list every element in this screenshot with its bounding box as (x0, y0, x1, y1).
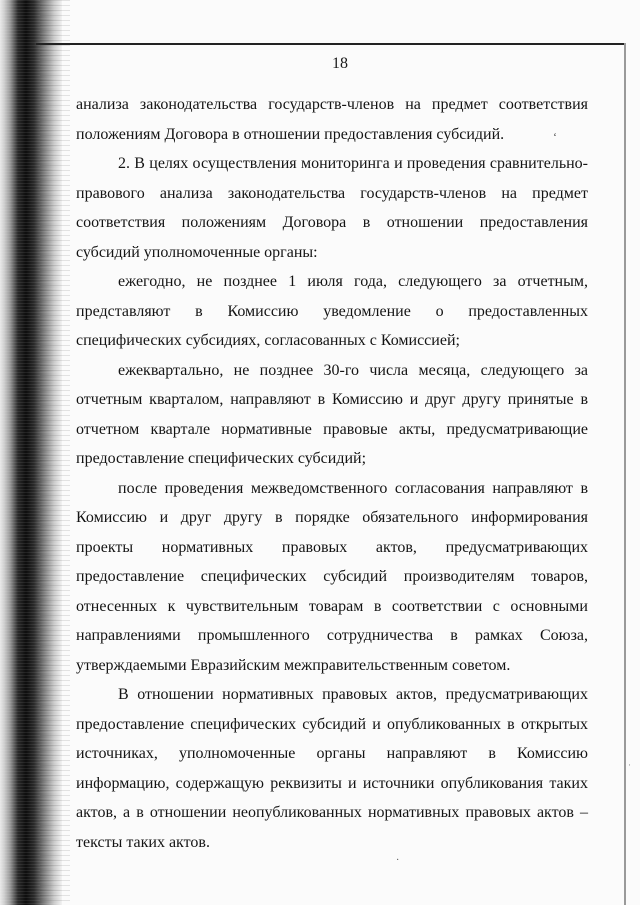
scan-speck: · (628, 760, 631, 770)
scan-speck: ‘ (553, 130, 557, 144)
right-border-line (624, 43, 626, 905)
scan-speck: · (396, 855, 400, 866)
paragraph-published-acts: В отношении нормативных правовых актов, предусматривающих предоставление специфических субсидий и опубликованных в открытых источниках, уполномоченные органы направляют в Комиссию информацию, содержащую реквизиты и источники опубликования таких актов, а в отношении неопубликованных нормативных правовых актов – тексты таких актов. (76, 686, 588, 851)
top-border-line (36, 43, 626, 45)
paragraph-draft-acts: после проведения межведомственного согласования направляют в Комиссию и друг другу в порядке обязательного информирования проекты нормативных правовых актов, предусматривающих предоставление специфических субсидий производителям товаров, отнесенных к чувствительным товарам в соответствии с основными направлениями промышленного сотрудничества в рамках Союза, утверждаемыми Евразийским межправительственным советом. (76, 479, 588, 674)
paragraph-item-2: 2. В целях осуществления мониторинга и проведения сравнительно-правового анализа законодательства государств-членов на предмет соответствия положениям Договора в отношении предоставления субсидий уполномоченные органы: (76, 155, 588, 261)
page-number: 18 (332, 55, 348, 72)
paragraph-annual-notice: ежегодно, не позднее 1 июля года, следующего за отчетным, представляют в Комиссию уведомление о предоставленных специфических субсидиях, согласованных с Комиссией; (76, 273, 588, 349)
scan-binding-texture (40, 0, 70, 905)
paragraph-quarterly-acts: ежеквартально, не позднее 30-го числа месяца, следующего за отчетным кварталом, направляют в Комиссию и друг другу принятые в отчетном квартале нормативные правовые акты, предусматривающие предоставление специфических субсидий; (76, 361, 588, 467)
body-text (76, 90, 588, 857)
paragraph-continuation: анализа законодательства государств-членов на предмет соответствия положениям Договора в отношении предоставления субсидий. (76, 96, 588, 143)
